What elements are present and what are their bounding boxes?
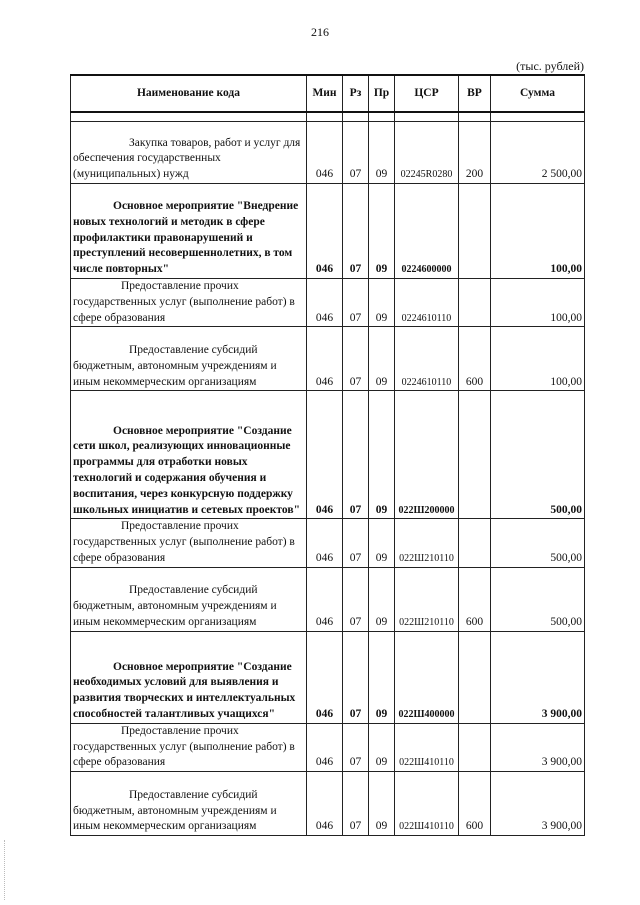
table-row xyxy=(71,391,585,519)
row-rz: 07 xyxy=(343,519,369,567)
table-row xyxy=(71,772,585,836)
units-label: (тыс. рублей) xyxy=(516,59,584,73)
row-rz: 07 xyxy=(343,184,369,279)
budget-table xyxy=(70,74,585,836)
header-csr: ЦСР xyxy=(395,75,459,112)
table-header-row xyxy=(71,75,585,112)
row-sum: 3 900,00 xyxy=(491,723,585,771)
table-row xyxy=(71,631,585,723)
row-rz: 07 xyxy=(343,723,369,771)
row-min: 046 xyxy=(307,567,343,631)
row-sum: 100,00 xyxy=(491,327,585,391)
table-row xyxy=(71,122,585,184)
row-csr: 022Ш410110 xyxy=(395,723,459,771)
row-min: 046 xyxy=(307,772,343,836)
row-vr xyxy=(459,391,491,519)
header-name: Наименование кода xyxy=(71,75,307,112)
scan-margin-artifact xyxy=(4,840,9,900)
row-vr: 600 xyxy=(459,772,491,836)
row-name: Предоставление прочих государственных услуг (выполнение работ) в сфере образования xyxy=(71,723,307,771)
row-name: Предоставление прочих государственных услуг (выполнение работ) в сфере образования xyxy=(71,279,307,327)
row-name: Предоставление субсидий бюджетным, автономным учреждениям и иным некоммерческим организациям xyxy=(71,567,307,631)
row-name: Предоставление субсидий бюджетным, автономным учреждениям и иным некоммерческим организациям xyxy=(71,772,307,836)
table-row xyxy=(71,723,585,771)
row-rz: 07 xyxy=(343,772,369,836)
row-pr: 09 xyxy=(369,327,395,391)
row-csr: 022Ш210110 xyxy=(395,567,459,631)
row-pr: 09 xyxy=(369,391,395,519)
row-pr: 09 xyxy=(369,184,395,279)
row-csr: 0224610110 xyxy=(395,327,459,391)
row-min: 046 xyxy=(307,519,343,567)
page-number: 216 xyxy=(311,25,329,39)
row-vr: 600 xyxy=(459,327,491,391)
row-vr xyxy=(459,279,491,327)
row-pr: 09 xyxy=(369,567,395,631)
row-name: Основное мероприятие "Создание сети школ, реализующих инновационные программы для отработки новых технологий и содержания обучения и воспитания, через конкурсную поддержку школьных инициатив и сетевых проектов" xyxy=(71,391,307,519)
header-sum: Сумма xyxy=(491,75,585,112)
row-pr: 09 xyxy=(369,122,395,184)
row-rz: 07 xyxy=(343,567,369,631)
row-min: 046 xyxy=(307,391,343,519)
row-rz: 07 xyxy=(343,122,369,184)
row-vr xyxy=(459,519,491,567)
row-csr: 022Ш400000 xyxy=(395,631,459,723)
table-row xyxy=(71,184,585,279)
table-row xyxy=(71,279,585,327)
row-pr: 09 xyxy=(369,279,395,327)
row-vr xyxy=(459,631,491,723)
table-row xyxy=(71,567,585,631)
row-sum: 100,00 xyxy=(491,184,585,279)
row-min: 046 xyxy=(307,631,343,723)
row-min: 046 xyxy=(307,327,343,391)
row-csr: 0224610110 xyxy=(395,279,459,327)
row-pr: 09 xyxy=(369,631,395,723)
row-rz: 07 xyxy=(343,279,369,327)
row-pr: 09 xyxy=(369,519,395,567)
row-sum: 100,00 xyxy=(491,279,585,327)
row-vr xyxy=(459,184,491,279)
row-sum: 500,00 xyxy=(491,567,585,631)
row-sum: 500,00 xyxy=(491,391,585,519)
table-row xyxy=(71,327,585,391)
row-name: Основное мероприятие "Создание необходимых условий для выявления и развития творческих и интеллектуальных способностей талантливых учащихся" xyxy=(71,631,307,723)
row-rz: 07 xyxy=(343,391,369,519)
row-min: 046 xyxy=(307,723,343,771)
table-row xyxy=(71,519,585,567)
row-rz: 07 xyxy=(343,631,369,723)
header-rz: Рз xyxy=(343,75,369,112)
row-vr: 600 xyxy=(459,567,491,631)
row-csr: 022Ш410110 xyxy=(395,772,459,836)
row-name: Закупка товаров, работ и услуг для обеспечения государственных (муниципальных) нужд xyxy=(71,122,307,184)
header-min: Мин xyxy=(307,75,343,112)
row-vr xyxy=(459,723,491,771)
row-sum: 3 900,00 xyxy=(491,772,585,836)
row-pr: 09 xyxy=(369,723,395,771)
row-name: Основное мероприятие "Внедрение новых технологий и методик в сфере профилактики правонарушений и преступлений несовершеннолетних, в том числе повторных" xyxy=(71,184,307,279)
row-name: Предоставление прочих государственных услуг (выполнение работ) в сфере образования xyxy=(71,519,307,567)
row-min: 046 xyxy=(307,122,343,184)
row-min: 046 xyxy=(307,184,343,279)
row-vr: 200 xyxy=(459,122,491,184)
row-sum: 2 500,00 xyxy=(491,122,585,184)
header-pr: Пр xyxy=(369,75,395,112)
row-csr: 0224600000 xyxy=(395,184,459,279)
row-pr: 09 xyxy=(369,772,395,836)
row-rz: 07 xyxy=(343,327,369,391)
row-csr: 022Ш200000 xyxy=(395,391,459,519)
header-vr: ВР xyxy=(459,75,491,112)
row-sum: 500,00 xyxy=(491,519,585,567)
row-sum: 3 900,00 xyxy=(491,631,585,723)
row-csr: 022Ш210110 xyxy=(395,519,459,567)
row-name: Предоставление субсидий бюджетным, автономным учреждениям и иным некоммерческим организациям xyxy=(71,327,307,391)
row-min: 046 xyxy=(307,279,343,327)
row-csr: 02245R0280 xyxy=(395,122,459,184)
